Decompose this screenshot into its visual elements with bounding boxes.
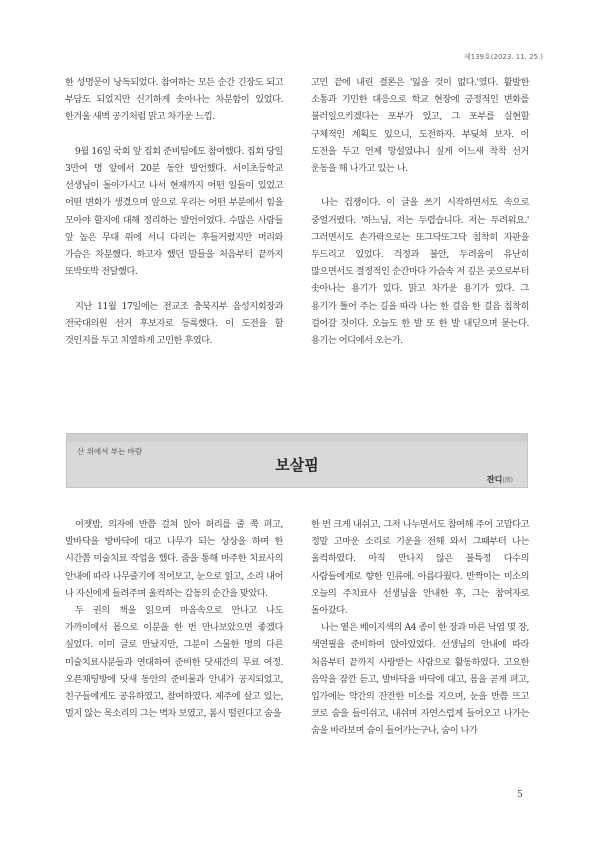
column-bottom-right bbox=[311, 516, 529, 740]
page-number: 5 bbox=[517, 790, 523, 800]
banner-subtitle: 산 위에서 부는 바람 bbox=[77, 447, 143, 456]
column-top-left bbox=[65, 74, 283, 349]
paragraph: 나는 겁쟁이다. 이 글을 쓰기 시작하면서도 속으로 중얼거렸다. '하느님, 저는 두렵습니다. 저는 두려워요.' 그러면서도 손가락으로는 또그닥또그닥 침착히 자판을 두드리고 있었다. 걱정과 불안, 두려움이 유난히 많으면서도 결정적인 순간마다 가슴속 저 깊은 곳으로부터 솟아나는 용기가 있다. 맑고 차가운 용기가 있다. 그 용기가 틀어 주는 길을 따라 나는 한 걸음 한 걸음 침착히 걸어갈 것이다. 오늘도 한 발 또 한 발 내딛으며 묻는다. 용기는 어디에서 오는가. bbox=[311, 197, 529, 347]
author-name: 잔디 bbox=[486, 475, 503, 484]
paragraph: 나는 옅은 베이지색의 A4 종이 한 장과 마른 낙엽 몇 장, 색연필을 준비하여 앉아있었다. 선생님의 안내에 따라 처음부터 끝까지 사랑받는 사람으로 활동하였다. 고요한 음악을 잠깐 듣고, 발바닥을 바닥에 대고, 몸을 곧게 펴고, 입가에는 약간의 잔잔한 미소를 지으며, 눈을 반쯤 뜨고 코로 숨을 들이쉬고, 내쉬며 자연스럽게 들어오고 나가는 숨을 바라보며 숨이 들어가는구나, 숨이 나가 bbox=[311, 622, 529, 737]
paragraph: 두 권의 책을 읽으며 마음속으로 만나고 나도 가까이에서 몸으로 이분을 한 번 만나보았으면 좋겠다 싶었다. 이미 글로 만났지만, 그분이 스물한 명의 다른 미술치료사분들과 연대하여 준비한 닷새간의 무료 여정. 오픈채팅방에 닷새 동안의 준비물과 안내가 공지되었고, 친구들에게도 공유하였고, 참여하였다. 제주에 살고 있는, 멀지 않는 목소리의 그는 벽차 보였고, 봄시 떨린다고 숨을 bbox=[65, 605, 283, 720]
paragraph: 9월 16일 국회 앞 집회 준비팀에도 참여했다. 집회 당일 3만여 명 앞에서 20분 동안 발언했다. 서이초등학교 선생님이 돌아가시고 나서 현재까지 어떤 일들이 있었고 어떤 변화가 생겼으며 앞으로 우리는 어떤 부분에서 힘을 모아야 할지에 대해 정리하는 발언이었다. 수많은 사람들 앞 높은 무대 위에 서니 다리는 후들거렸지만 머리와 가슴은 차분했다. 하고자 했던 말들을 처음부터 끝까지 또박또박 전달했다. bbox=[65, 145, 283, 278]
article-author bbox=[487, 474, 513, 485]
section-banner bbox=[66, 433, 528, 488]
paragraph: 한 성명문이 낭독되었다. 참여하는 모든 순간 긴장도 되고 부담도 되었지만 신기하게 솟아나는 차분함이 있었다. 한겨울 새벽 공기처럼 맑고 차가운 느낌. bbox=[65, 77, 283, 123]
author-note: (別) bbox=[502, 477, 513, 484]
column-bottom-left bbox=[65, 516, 283, 722]
issue-number: 제139호(2023. 11. 25.) bbox=[463, 53, 543, 61]
paragraph: 고민 끝에 내린 결론은 '잃을 것이 없다.'였다. 활발한 소통과 기민한 대응으로 학교 현장에 긍정적인 변화를 불러일으키겠다는 포부가 있고, 그 포부를 실현할 구체적인 계획도 있으니, 도전하자. 부딪쳐 보자. 이 도전을 두고 언제 망설였냐니 싶게 어느새 착착 선거 운동을 해 나가고 있는 나. bbox=[311, 77, 529, 175]
column-top-right bbox=[311, 74, 529, 349]
banner-stripe bbox=[67, 434, 527, 442]
paragraph: 지난 11월 17일에는 전교조 충북지부 음성지회장과 전국대의원 선거 후보자로 등록했다. 이 도전을 할 것인지를 두고 치열하게 고민한 후였다. bbox=[65, 300, 283, 347]
paragraph: 한 번 크게 내쉬고, 그저 나누면서도 참여해 주어 고맙다고 정말 고마운 소리로 기운을 전해 와서 그때부터 나는 울컥하였다. 아직 만나지 않은 불특정 다수의 사람들에게로 향한 인류애. 아름다웠다. 반짝이는 미소의 오늘의 주치료사 선생님을 안내한 후, 그는 참여자로 돌아갔다. bbox=[311, 519, 529, 617]
paragraph: 어젯밤, 의자에 반쯤 걸쳐 앉아 허리를 줄 쭉 펴고, 발바닥을 방바닥에 대고 나무가 되는 상상을 하며 한 시간쯤 미술치료 작업을 했다. 줌을 통해 마주한 치료사의 안내에 따라 나무줄기에 적어보고, 눈으로 읽고, 소리 내어 나 자신에게 들려주며 울컥하는 감동의 순간을 맞았다. bbox=[65, 519, 283, 599]
article-title: 보살핌 bbox=[275, 456, 319, 474]
